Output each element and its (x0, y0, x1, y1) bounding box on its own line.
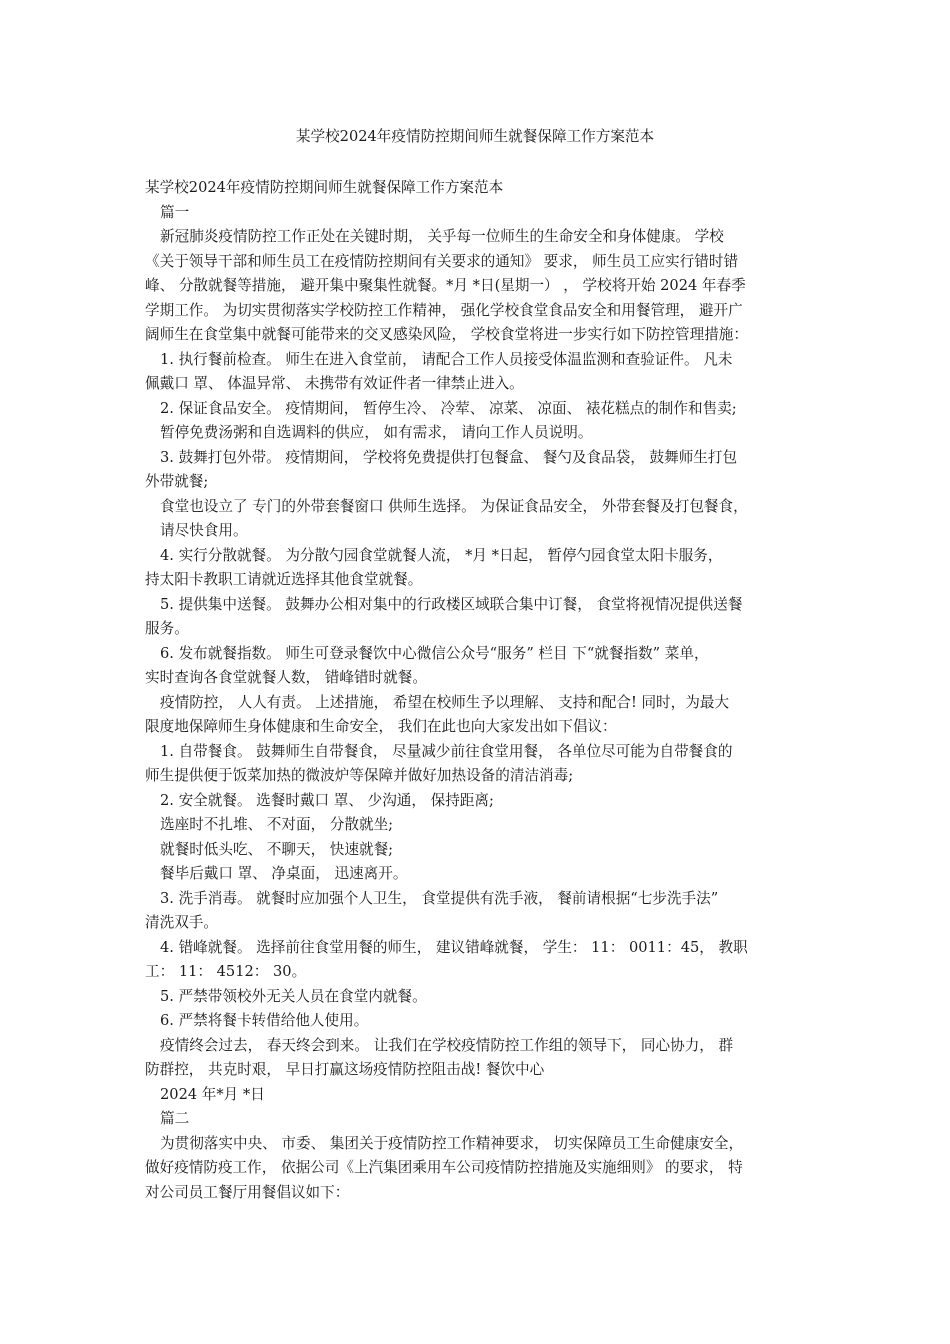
text-line: 限度地保障师生身体健康和生命安全， 我们在此也向大家发出如下倡议： (145, 718, 617, 735)
document-title: 某学校2024年疫情防控期间师生就餐保障工作方案范本 (295, 128, 655, 145)
text-line: 1. 执行餐前检查。 师生在进入食堂前， 请配合工作人员接受体温监测和查验证件。 凡未 (160, 350, 733, 368)
text-line: 6. 严禁将餐卡转借给他人使用。 (160, 1012, 369, 1029)
text-line: 实时查询各食堂就餐人数， 错峰错时就餐。 (145, 669, 427, 686)
text-line: 外带就餐; (145, 473, 209, 490)
text-line: 5. 严禁带领校外无关人员在食堂内就餐。 (160, 987, 427, 1005)
text-line: 篇一 (160, 203, 190, 221)
text-line: 《关于领导干部和师生员工在疫情防控期间有关要求的通知》 要求， 师生员工应实行错时错 (145, 252, 739, 270)
text-line: 做好疫情防疫工作， 依据公司《上汽集团乘用车公司疫情防控措施及实施细则》 的要求， 特 (145, 1159, 743, 1176)
text-line: 服务。 (145, 620, 189, 637)
text-line: 佩戴口 罩、 体温异常、 未携带有效证件者一律禁止进入。 (145, 375, 524, 392)
text-line: 为贯彻落实中央、 市委、 集团关于疫情防控工作精神要求， 切实保障员工生命健康安全， (160, 1134, 744, 1152)
document-body (145, 176, 810, 1205)
text-line: 2024 年*月 *日 (160, 1085, 265, 1103)
text-line: 工： 11： 4512： 30。 (145, 963, 307, 980)
text-line: 请尽快食用。 (160, 522, 248, 539)
text-line: 2. 保证食品安全。 疫情期间， 暂停生冷、 冷荤、 凉菜、 凉面、 裱花糕点的制作和售卖; (160, 399, 737, 417)
text-line: 选座时不扎堆、 不对面， 分散就坐; (160, 816, 394, 833)
text-line: 持太阳卡教职工请就近选择其他食堂就餐。 (145, 571, 423, 588)
text-line: 5. 提供集中送餐。 鼓舞办公相对集中的行政楼区域联合集中订餐， 食堂将视情况提供送餐 (160, 595, 743, 613)
text-line: 疫情终会过去， 春天终会到来。 让我们在学校疫情防控工作组的领导下， 同心协力， 群 (160, 1036, 734, 1054)
text-line: 1. 自带餐食。 鼓舞师生自带餐食， 尽量减少前往食堂用餐， 各单位尽可能为自带餐食的 (160, 742, 733, 760)
text-line: 新冠肺炎疫情防控工作正处在关键时期， 关乎每一位师生的生命安全和身体健康。 学校 (160, 228, 724, 245)
text-line: 3. 洗手消毒。 就餐时应加强个人卫生， 食堂提供有洗手液， 餐前请根据“七步洗手法” (160, 889, 719, 907)
text-line: 师生提供便于饭菜加热的微波炉等保障并做好加热设备的清洁消毒; (145, 767, 574, 784)
text-line: 清洗双手。 (145, 914, 218, 931)
text-line: 篇二 (160, 1110, 190, 1127)
text-line: 食堂也设立了 专门的外带套餐窗口 供师生选择。 为保证食品安全， 外带套餐及打包餐食， (160, 497, 748, 515)
text-line: 阔师生在食堂集中就餐可能带来的交叉感染风险， 学校食堂将进一步实行如下防控管理措施： (145, 326, 748, 343)
text-line: 餐毕后戴口 罩、 净桌面， 迅速离开。 (160, 865, 408, 882)
text-line: 某学校2024年疫情防控期间师生就餐保障工作方案范本 (145, 179, 504, 196)
text-line: 疫情防控， 人人有责。 上述措施， 希望在校师生予以理解、 支持和配合! 同时，为最大 (160, 693, 730, 711)
text-line: 4. 错峰就餐。 选择前往食堂用餐的师生， 建议错峰就餐， 学生： 11： 0011：45， 教职 (160, 938, 748, 956)
text-line: 6. 发布就餐指数。 师生可登录餐饮中心微信公众号“服务” 栏目 下“就餐指数” 菜单， (160, 644, 709, 662)
text-line: 学期工作。 为切实贯彻落实学校防控工作精神， 强化学校食堂食品安全和用餐管理， 避开广 (145, 301, 743, 319)
text-line: 防群控， 共克时艰， 早日打赢这场疫情防控阻击战! 餐饮中心 (145, 1061, 545, 1078)
text-line: 3. 鼓舞打包外带。 疫情期间， 学校将免费提供打包餐盒、 餐勺及食品袋， 鼓舞师生打包 (160, 448, 738, 466)
text-line: 就餐时低头吃、 不聊天， 快速就餐; (160, 840, 394, 858)
text-line: 对公司员工餐厅用餐倡议如下： (145, 1183, 350, 1201)
text-line: 峰、 分散就餐等措施， 避开集中聚集性就餐。*月 *日(星期一） ， 学校将开始 2024 年春季 (145, 277, 746, 294)
text-line: 暂停免费汤粥和自选调料的供应， 如有需求， 请向工作人员说明。 (160, 424, 593, 441)
text-line: 2. 安全就餐。 选餐时戴口 罩、 少沟通， 保持距离; (160, 791, 494, 809)
text-line: 4. 实行分散就餐。 为分散勺园食堂就餐人流， *月 *日起， 暂停勺园食堂太阳卡服务， (160, 546, 723, 564)
